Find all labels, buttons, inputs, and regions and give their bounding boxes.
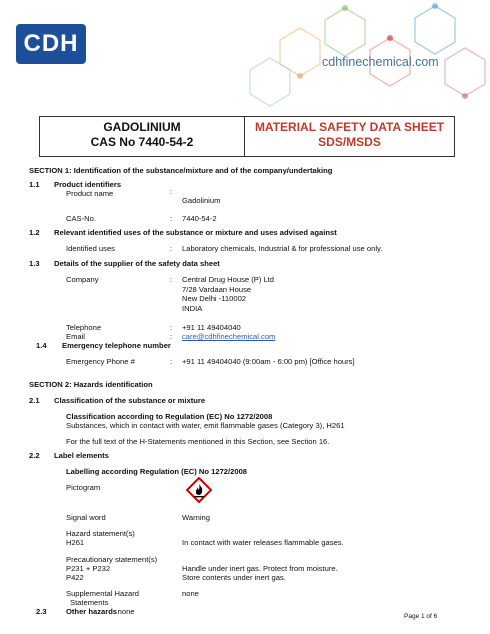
colon: : bbox=[170, 323, 173, 332]
telephone-label: Telephone bbox=[66, 323, 102, 332]
doc-title-main: MATERIAL SAFETY DATA SHEET bbox=[254, 120, 445, 134]
pictogram-label: Pictogram bbox=[66, 483, 101, 492]
colon: : bbox=[170, 275, 173, 284]
precaution-label: Precautionary statement(s) bbox=[66, 555, 158, 564]
supplemental-label: Statements bbox=[70, 598, 109, 607]
supplemental-label: Supplemental Hazard bbox=[66, 589, 140, 598]
s14-title: Emergency telephone number bbox=[62, 341, 171, 350]
precaution-code: P422 bbox=[66, 573, 84, 582]
product-name-value: Gadolinium bbox=[182, 196, 221, 205]
flame-icon bbox=[186, 477, 212, 503]
company-line: Central Drug House (P) Ltd bbox=[182, 275, 275, 284]
hazard-text: In contact with water releases flammable gases. bbox=[182, 538, 344, 547]
colon: : bbox=[170, 332, 173, 341]
telephone-value: +91 11 49404040 bbox=[182, 323, 241, 332]
cas-value: 7440-54-2 bbox=[182, 214, 217, 223]
cas-heading: CAS No 7440-54-2 bbox=[90, 135, 194, 149]
s23-num: 2.3 bbox=[36, 607, 47, 616]
uses-label: Identified uses bbox=[66, 244, 115, 253]
hazard-label: Hazard statement(s) bbox=[66, 529, 135, 538]
emergency-label: Emergency Phone # bbox=[66, 357, 135, 366]
s22-title: Label elements bbox=[54, 451, 109, 460]
email-label: Email bbox=[66, 332, 85, 341]
precaution-text: Store contents under inert gas. bbox=[182, 573, 286, 582]
section2-title: SECTION 2: Hazards identification bbox=[29, 380, 153, 389]
brand-site: cdhfinechemical.com bbox=[322, 55, 439, 69]
colon: : bbox=[170, 244, 173, 253]
precaution-code: P231 + P232 bbox=[66, 564, 111, 573]
s23-title: Other hazards bbox=[66, 607, 118, 616]
cas-label: CAS-No. bbox=[66, 214, 96, 223]
page-number: Page 1 of 6 bbox=[404, 613, 438, 620]
doc-title-sub: SDS/MSDS bbox=[318, 135, 381, 149]
s21-num: 2.1 bbox=[29, 396, 40, 405]
classification-text: Substances, which in contact with water, emit flammable gases (Category 3), H261 bbox=[66, 421, 345, 430]
s22-num: 2.2 bbox=[29, 451, 40, 460]
colon: : bbox=[170, 214, 173, 223]
colon: : bbox=[170, 187, 173, 196]
s11-title: Product identifiers bbox=[54, 180, 122, 189]
signal-label: Signal word bbox=[66, 513, 106, 522]
product-title bbox=[40, 120, 244, 150]
cdh-logo: CDH bbox=[16, 24, 86, 64]
s21-title: Classification of the substance or mixture bbox=[54, 396, 206, 405]
uses-value: Laboratory chemicals, Industrial & for professional use only. bbox=[182, 244, 383, 253]
company-line: INDIA bbox=[182, 303, 203, 313]
doc-title bbox=[245, 120, 454, 150]
section1-title: SECTION 1: Identification of the substance/mixture and of the company/undertaking bbox=[29, 166, 333, 175]
s23-value: - none bbox=[113, 607, 135, 616]
full-text-note: For the full text of the H-Statements mentioned in this Section, see Section 16. bbox=[66, 437, 330, 446]
signal-value: Warning bbox=[182, 513, 210, 522]
s13-title: Details of the supplier of the safety data sheet bbox=[54, 259, 220, 268]
s12-num: 1.2 bbox=[29, 228, 40, 237]
email-link[interactable]: care@cdhfinechemical.com bbox=[182, 332, 276, 341]
labelling-regulation: Labelling according Regulation (EC) No 1272/2008 bbox=[66, 467, 248, 476]
s11-num: 1.1 bbox=[29, 180, 40, 189]
supplemental-value: none bbox=[182, 589, 199, 598]
emergency-value: +91 11 49404040 (9:00am - 6:00 pm) [Office hours] bbox=[182, 357, 355, 366]
classification-regulation: Classification according to Regulation (EC) No 1272/2008 bbox=[66, 412, 273, 421]
company-line: New Delhi -110002 bbox=[182, 294, 247, 303]
s12-title: Relevant identified uses of the substance or mixture and uses advised against bbox=[54, 228, 337, 237]
product-name-label: Product name bbox=[66, 189, 114, 198]
precaution-text: Handle under inert gas. Protect from moisture. bbox=[182, 564, 338, 573]
s13-num: 1.3 bbox=[29, 259, 40, 268]
hazard-code: H261 bbox=[66, 538, 85, 547]
product-name-heading: GADOLINIUM bbox=[103, 120, 181, 134]
colon: : bbox=[170, 357, 173, 366]
company-line: 7/28 Vardaan House bbox=[182, 284, 252, 294]
s14-num: 1.4 bbox=[36, 341, 47, 350]
title-box bbox=[39, 116, 455, 157]
company-label: Company bbox=[66, 275, 99, 284]
